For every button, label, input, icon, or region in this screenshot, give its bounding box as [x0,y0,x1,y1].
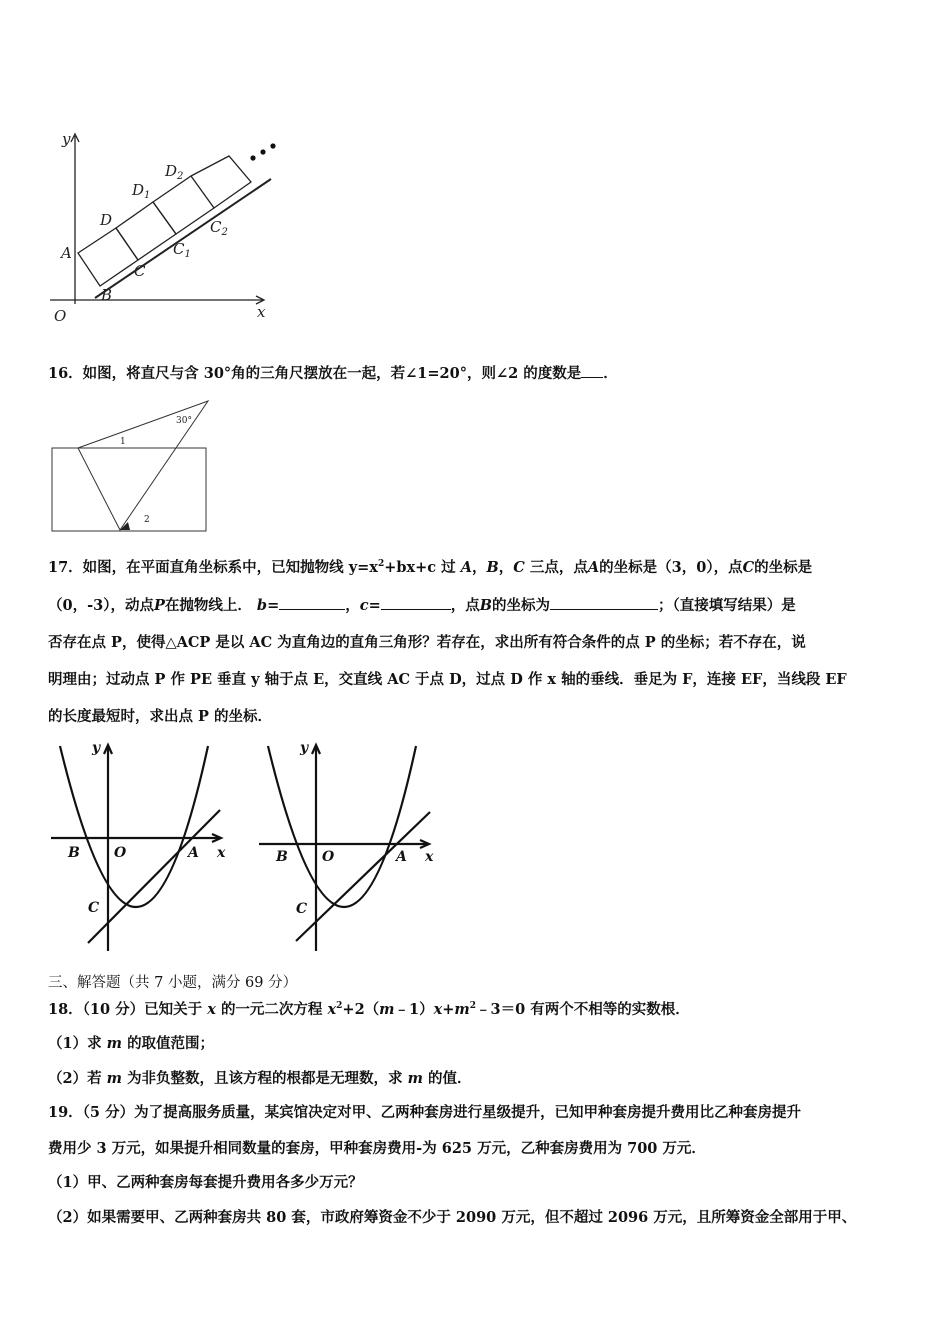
q16-text: 16．如图，将直尺与含 30°角的三角尺摆放在一起，若∠1=20°，则∠2 的度数是 [48,365,582,382]
label-d2 [164,162,183,182]
q18-eq-x: x [327,1001,337,1018]
q18-eq-x2: x [433,1001,443,1018]
q17-line5: 的长度最短时，求出点 P 的坐标． [48,708,272,725]
q18-l1-b: 的一元二次方程 [220,1001,323,1018]
ruler [52,448,206,531]
sym-b: B [479,597,492,614]
q17-l2-a: （0，-3），动点 [48,597,154,614]
label-o: O [114,845,127,861]
q18-var-x: x [207,1001,216,1018]
sym-b-coef: b [256,597,268,614]
q17-blank-b [279,595,345,610]
q18-eq-m2-sup: 2 [469,1001,477,1012]
label-c: C [134,262,146,280]
q18-p2-b: 为非负整数，且该方程的根都是无理数，求 [127,1070,403,1087]
q18-eq5: ﹣3＝0 有两个不相等的实数根． [476,1001,690,1018]
q18-eq-x-sup: 2 [336,1001,343,1012]
q18-eq3: ﹣1） [394,1001,434,1018]
q17-l2-b: 在抛物线上． [164,597,252,614]
label-a: A [61,244,72,262]
label-x: x [217,845,226,861]
label-d2-sub: 2 [177,171,184,182]
section-title: 三、解答题（共 7 小题，满分 69 分） [48,975,298,991]
q17-l2-c: = [267,597,280,614]
q18-p1-a: （1）求 [48,1035,102,1052]
label-d1 [131,181,150,201]
q17-l1-post: 三点，点 [529,559,588,576]
label-b: B [101,286,113,304]
label-y: y [300,740,309,756]
q18-eq-m: m [379,1001,395,1018]
square-abcd [78,228,138,286]
label-b: B [276,849,288,865]
q17-l1-sup: 2 [377,559,385,570]
label-30: 30° [176,416,192,426]
q17-l2-e: = [368,597,381,614]
label-a: A [396,849,407,865]
q17-line4: 明理由；过动点 P 作 PE 垂直 y 轴于点 E，交直线 AC 于点 D，过点 D 作 x 轴的垂线．垂足为 F，连接 EF，当线段 EF [48,671,847,688]
q17-line2 [48,594,796,615]
dot [250,155,255,160]
label-d1-main: D [132,181,145,199]
label-c1 [173,240,191,260]
q18-p2-c: 的值． [428,1070,472,1087]
q17-blank-bcoord [550,595,658,610]
square-cc1d1d [116,202,176,260]
q17-l1-post2: 的坐标是（3，0），点 [599,559,743,576]
sym-c-coef: c [359,597,369,614]
label-c2 [210,218,228,238]
q18-part1 [48,1032,214,1053]
label-x: x [425,849,434,865]
q17-l1-pre: 17．如图，在平面直角坐标系中，已知抛物线 y=x [48,559,378,576]
label-y: y [62,130,71,148]
base-line [95,179,271,298]
q17-l1-mid: +bx+c 过 [384,559,456,576]
label-c2-main: C [210,218,222,236]
q19-line1: 19．（5 分）为了提高服务质量，某宾馆决定对甲、乙两种套房进行星级提升，已知甲种套房提升费用比乙种套房提升 [48,1104,802,1121]
dot [270,143,275,148]
q17-l2-g: 的坐标为 [491,597,550,614]
sym-a: A [460,559,473,576]
label-o: O [54,307,67,325]
label-d2-main: D [165,162,178,180]
q16-stem [48,362,618,383]
parabola [60,746,208,907]
label-c2-sub: 2 [221,227,228,238]
q18-l1-a: 18．（10 分）已知关于 [48,1001,203,1018]
parabola-graph-left [48,738,238,953]
q18-var-m: m [106,1070,122,1087]
q16-end: ． [603,365,618,382]
q18-part2 [48,1067,472,1088]
q19-part2: （2）如果需要甲、乙两种套房共 80 套，市政府筹资金不少于 2090 万元，但不超过 2096 万元，且所筹资金全部用于甲、 [48,1209,857,1226]
q18-stem [48,998,690,1019]
label-c: C [296,901,308,917]
q19-part1: （1）甲、乙两种套房每套提升费用各多少万元？ [48,1174,363,1191]
q17-blank-c [381,595,451,610]
q18-eq-m2: m [454,1001,470,1018]
label-b: B [68,845,80,861]
q19-line2: 费用少 3 万元，如果提升相同数量的套房，甲种套房费用-为 625 万元，乙种套房费用为 700 万元． [48,1140,706,1157]
parabola-graph-right [256,738,446,953]
label-a: A [188,845,199,861]
sym-c: C [513,559,525,576]
q17-l1-post3: 的坐标是 [754,559,813,576]
q17-l2-h: ；（直接填写结果）是 [657,597,796,614]
label-d1-sub: 1 [144,190,151,201]
q17-line1: 17．如图，在平面直角坐标系中，已知抛物线 $y=x^2+bx+c$ 过 A，B，C 三点，点A的坐标是（3，0），点C的坐标是 [48,559,813,576]
sym-a: A [587,559,600,576]
q17-line3: 否存在点 P，使得△ACP 是以 AC 为直角边的直角三角形？若存在，求出所有符合条件的点 P 的坐标；若不存在，说 [48,634,806,651]
q18-eq4: + [442,1001,455,1018]
label-1: 1 [120,437,126,447]
squares-figure [45,128,285,328]
q18-p1-b: 的取值范围； [127,1035,215,1052]
label-o: O [322,849,335,865]
square-c1c2d2d1 [153,176,214,234]
q18-eq2: +2（ [342,1001,380,1018]
label-x: x [257,303,266,321]
parabola [268,746,416,907]
q17-l2-f: ，点 [450,597,480,614]
square-next [191,156,251,208]
q18-var-m: m [407,1070,423,1087]
q17-l2-d: ， [345,597,360,614]
label-2: 2 [144,515,150,525]
label-c1-sub: 1 [184,249,191,260]
q18-var-m: m [106,1035,122,1052]
label-y: y [92,740,101,756]
q18-p2-a: （2）若 [48,1070,102,1087]
ruler-triangle-figure [48,398,214,538]
label-c: C [88,900,100,916]
sym-b: B [486,559,499,576]
q16-blank [581,363,603,378]
label-d: D [100,211,113,229]
sym-c: C [742,559,755,576]
label-c1-main: C [173,240,185,258]
sym-p: P [153,597,165,614]
dot [260,149,265,154]
